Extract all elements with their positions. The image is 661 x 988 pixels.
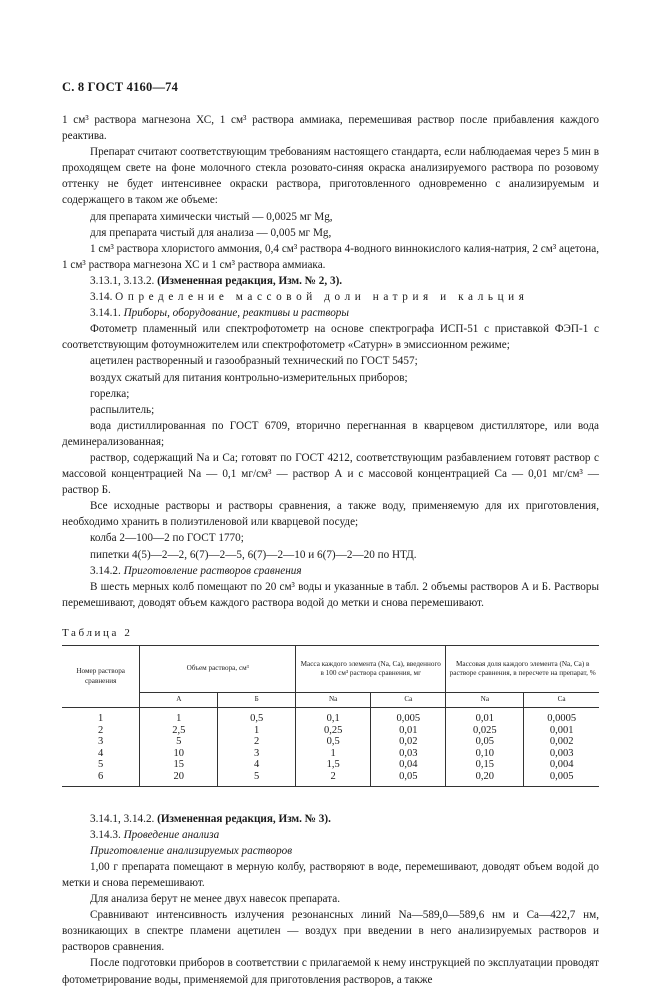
paragraph: 1 см³ раствора магнезона ХС, 1 см³ раствора аммиака, перемешивая раствор после прибавления каждого реактива.: [62, 114, 599, 143]
paragraph: Сравнивают интенсивность излучения резонансных линий Na—589,0—589,6 нм и Ca—422,7 нм, возникающих в спектре пламени ацетилен — воздух при введении в него анализируемых растворов и растворов сравнения.: [62, 909, 599, 954]
paragraph: раствор, содержащий Na и Ca; готовят по ГОСТ 4212, соответствующим разбавлением готовят раствор с массовой концентрацией Na — 0,1 мг/см³ — раствор А и с массовой концентрацией Ca — 0,01 мг/см³ — раствор Б.: [62, 451, 599, 497]
paragraph: вода дистиллированная по ГОСТ 6709, вторично перегнанная в кварцевом дистилляторе, или вода деминерализованная;: [62, 419, 599, 448]
clause-number: 3.14.3.: [90, 828, 121, 841]
paragraph: Все исходные растворы и растворы сравнения, а также воду, применяемую для их приготовления, необходимо хранить в полиэтиленовой или кварцевой посуде;: [62, 500, 599, 529]
subsection-title: Приготовление анализируемых растворов: [90, 844, 293, 857]
paragraph: горелка;: [90, 387, 130, 400]
subsection-title: Проведение анализа: [123, 828, 220, 841]
clause-number: 3.14.: [90, 291, 113, 304]
table-row: [62, 725, 599, 737]
amendment-note: [62, 811, 599, 827]
page-header: С. 8 ГОСТ 4160—74: [62, 80, 179, 94]
table-cell: 0,005: [371, 708, 446, 725]
table-body: [62, 708, 599, 787]
amendment-text: (Измененная редакция, Изм. № 3).: [157, 812, 331, 825]
table-cell: 4: [218, 759, 296, 771]
clause-number: 3.14.1, 3.14.2.: [90, 812, 155, 825]
subheader-na: Na: [446, 693, 524, 708]
table-cell: 0,005: [524, 771, 599, 786]
amendment-text: (Измененная редакция, Изм. № 2, 3).: [157, 274, 343, 287]
table-cell: 0,01: [446, 708, 524, 725]
table-cell: 0,1: [296, 708, 371, 725]
table-cell: 1,5: [296, 759, 371, 771]
table-cell: 5: [218, 771, 296, 786]
subheader-a: А: [140, 693, 218, 708]
paragraph: ацетилен растворенный и газообразный технический по ГОСТ 5457;: [90, 355, 418, 368]
paragraph: воздух сжатый для питания контрольно-измерительных приборов;: [90, 371, 408, 384]
table-cell: 0,001: [549, 724, 574, 736]
table-cell: 2: [296, 771, 371, 786]
table-cell: 5: [62, 759, 140, 771]
subheader-ca: Ca: [371, 693, 446, 708]
paragraph: 1,00 г препарата помещают в мерную колбу, растворяют в воде, перемешивают, доводят объем водой до метки и снова перемешивают.: [62, 860, 599, 889]
table-cell: 0,01: [371, 725, 446, 737]
table-row: [62, 759, 599, 771]
paragraph: для препарата химически чистый — 0,0025 мг Mg,: [90, 210, 333, 223]
table-row: [62, 771, 599, 786]
table-cell: 10: [140, 748, 218, 760]
table-cell: 0,03: [371, 748, 446, 760]
clause-number: 3.14.1.: [90, 307, 121, 320]
paragraph: В шесть мерных колб помещают по 20 см³ воды и указанные в табл. 2 объемы растворов А и Б. Растворы перемешивают, доводят объем каждого раствора водой до метки и снова перемешивают.: [62, 580, 599, 609]
subsection-title: Приготовление растворов сравнения: [123, 564, 302, 577]
table-cell: 2: [62, 725, 140, 737]
paragraph: 1 см³ раствора хлористого аммония, 0,4 см³ раствора 4-водного виннокислого калия-натрия, 2 см³ ацетона, 1 см³ раствора магнезона ХС и 1 см³ раствора аммиака.: [62, 242, 599, 271]
document-body: [62, 112, 599, 988]
table-cell: 0,15: [446, 759, 524, 771]
table-row: [62, 736, 599, 748]
table-row: [62, 708, 599, 725]
table-cell: 6: [62, 771, 140, 786]
table-cell: 0,0005: [547, 713, 577, 724]
header-volume: Объем раствора, см³: [140, 646, 296, 693]
table-cell: 15: [140, 759, 218, 771]
paragraph: Фотометр пламенный или спектрофотометр на основе спектрографа ИСП-51 с приставкой ФЭП-1 с соответствующим фотоумножителем или спектрофотометр «Сатурн» в эмиссионном режиме;: [62, 323, 599, 352]
subheader-b: Б: [218, 693, 296, 708]
paragraph: Для анализа берут не менее двух навесок препарата.: [90, 893, 341, 906]
paragraph: После подготовки приборов в соответствии с прилагаемой к нему инструкцией по эксплуатации проводят фотометрирование воды, применяемой для приготовления растворов, а также: [62, 957, 599, 986]
subheader-ca: Ca: [524, 693, 599, 708]
table-cell: 1: [62, 708, 140, 725]
table-cell: 0,10: [446, 748, 524, 760]
paragraph: для препарата чистый для анализа — 0,005 мг Mg,: [90, 226, 332, 239]
table-cell: 1: [218, 725, 296, 737]
table-cell: 4: [62, 748, 140, 760]
table-cell: 0,20: [446, 771, 524, 786]
table-cell: 3: [62, 736, 140, 748]
table-cell: 0,02: [371, 736, 446, 748]
table-cell: 1: [140, 708, 218, 725]
table-row: [62, 748, 599, 760]
table-cell: 0,05: [446, 736, 524, 748]
table-cell: 0,5: [296, 736, 371, 748]
table-cell: 20: [140, 771, 218, 786]
header-mass: Масса каждого элемента (Na, Ca), введенного в 100 см³ раствора сравнения, мг: [296, 646, 446, 693]
section-heading: [62, 289, 599, 305]
clause-number: 3.14.2.: [90, 564, 121, 577]
header-solution-number: Номер раствора сравнения: [62, 646, 140, 708]
clause-number: 3.13.1, 3.13.2.: [90, 274, 155, 287]
table-cell: 0,025: [446, 725, 524, 737]
table-cell: 0,002: [549, 736, 574, 748]
subsection-heading: [62, 563, 599, 579]
header-mass-fraction: Массовая доля каждого элемента (Na, Ca) в растворе сравнения, в пересчете на препарат, %: [446, 646, 599, 693]
paragraph: пипетки 4(5)—2—2, 6(7)—2—5, 6(7)—2—10 и 6(7)—2—20 по НТД.: [90, 548, 417, 561]
subsection-heading: [62, 305, 599, 321]
table-cell: 0,004: [549, 759, 574, 771]
table-cell: 0,25: [296, 725, 371, 737]
table-cell: 0,05: [371, 771, 446, 786]
paragraph: распылитель;: [90, 403, 155, 416]
section-title: Определение массовой доли натрия и кальция: [115, 291, 529, 304]
table-cell: 0,5: [218, 708, 296, 725]
table-cell: 1: [296, 748, 371, 760]
table-cell: 5: [140, 736, 218, 748]
amendment-note: [62, 273, 599, 289]
paragraph: Препарат считают соответствующим требованиям настоящего стандарта, если наблюдаемая через 5 мин в проходящем свете на фоне молочного стекла розовато-синяя окраска анализируемого раствора по розовому оттенку не будет интенсивнее окраски раствора, приготовленного одновременно с анализируемым и содержащего в таком же объеме:: [62, 146, 599, 207]
table-cell: 0,003: [549, 747, 574, 759]
table-cell: 2,5: [140, 725, 218, 737]
reference-solutions-table: [62, 645, 599, 787]
subsection-heading: [62, 827, 599, 843]
paragraph: колба 2—100—2 по ГОСТ 1770;: [90, 532, 244, 545]
subsection-title: Приборы, оборудование, реактивы и растворы: [123, 307, 349, 320]
table-caption: Таблица 2: [62, 626, 133, 639]
table-cell: 3: [218, 748, 296, 760]
table-cell: 2: [218, 736, 296, 748]
subheader-na: Na: [296, 693, 371, 708]
table-cell: 0,04: [371, 759, 446, 771]
